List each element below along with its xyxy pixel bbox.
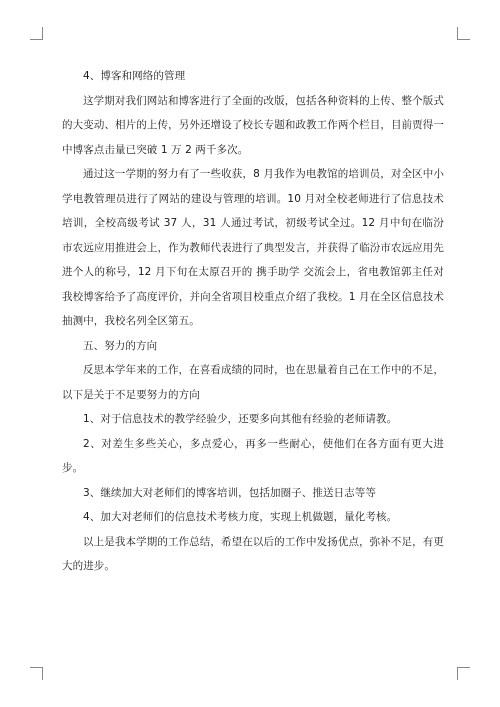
list-item-4: 4、加大对老师们的信息技术考核力度，实现上机做题，量化考核。 bbox=[83, 511, 398, 523]
list-item-3: 3、继续加大对老师们的博客培训，包括加圈子、推送日志等等 bbox=[83, 486, 376, 499]
paragraph-achievements: 通过这一学期的努力有了一些收获，8 月我作为电教馆的培训员，对全区中小学电教管理员进行了网站的建设与管理的培训。10 月对全校老师进行了信息技术培训，全校高级考试 37 人，31 人通过考试，初级考试全过。12 月中旬在临汾市农远应用推进会上，作为教师代表进行了典型发言，并获得了临汾市农远应用先进个人的称号，12 月下旬在太原召开的 携手助学 交流会上，省电教馆郭主任对我校博客给予了高度评价，并向全省项目校重点介绍了我校。1 月在全区信息技术抽测中，我校名列全区第五。 bbox=[62, 168, 444, 327]
crop-mark-top-right bbox=[457, 27, 470, 40]
document-body bbox=[62, 64, 444, 579]
crop-mark-bottom-left bbox=[30, 667, 43, 680]
section-heading-direction: 五、努力的方向 bbox=[83, 339, 158, 352]
section-heading-blog-management: 4、博客和网络的管理 bbox=[83, 70, 186, 82]
list-item-1: 1、对于信息技术的教学经验少，还要多向其他有经验的老师请教。 bbox=[83, 413, 398, 425]
crop-mark-bottom-right bbox=[457, 667, 470, 680]
paragraph-conclusion: 以上是我本学期的工作总结，希望在以后的工作中发扬优点，弥补不足，有更大的进步。 bbox=[62, 535, 444, 572]
paragraph-website-revamp: 这学期对我们网站和博客进行了全面的改版，包括各种资料的上传、整个版式的大变动、相片的上传，另外还增设了校长专题和政教工作两个栏目，目前贾得一中博客点击量已突破 1 万 2 两千多次。 bbox=[62, 94, 444, 156]
paragraph-reflection: 反思本学年来的工作，在喜看成绩的同时，也在思量着自己在工作中的不足，以下是关于不足要努力的方向 bbox=[62, 364, 444, 401]
crop-mark-top-left bbox=[30, 27, 43, 40]
list-item-2: 2、对差生多些关心，多点爱心，再多一些耐心，使他们在各方面有更大进步。 bbox=[62, 437, 444, 474]
